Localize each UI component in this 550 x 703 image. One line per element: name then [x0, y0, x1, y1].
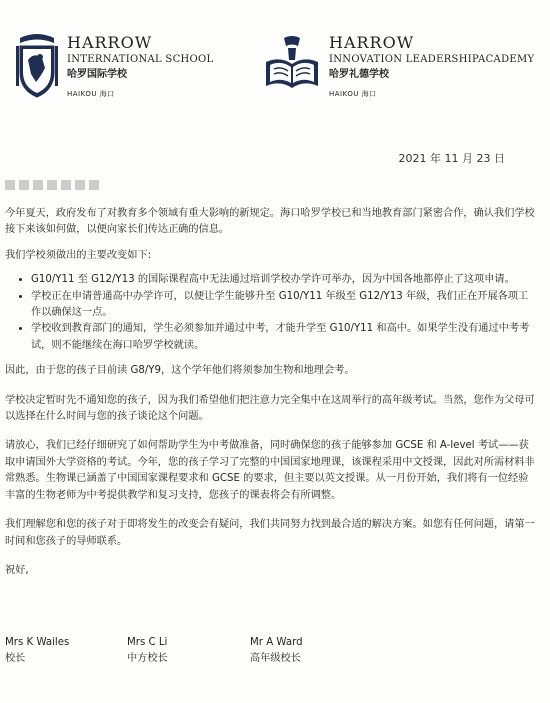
intro-paragraph: 今年夏天，政府发布了对教育多个领域有重大影响的新规定。海口哈罗学校已和当地教育部门紧密合作，确认我们学校接下来该如何做，以便向家长们传达正确的信息。 [5, 208, 535, 236]
list-item: • 学校正在申请普通高中办学许可，以便让学生能够升至 G10/Y11 年级至 G12/Y13 年级，我们正在开展各项工作以确保这一点。 [31, 289, 535, 322]
signatory-title: 高年级校长 [250, 653, 301, 664]
signature-principal [5, 635, 69, 667]
signatory-title: 校长 [5, 653, 26, 664]
letter-date: 2021 年 11 月 23 日 [398, 152, 505, 165]
harrow-international-logo [14, 30, 214, 100]
academy-subtitle: INNOVATION LEADERSHIPACADEMY [329, 54, 535, 65]
school-subtitle: INTERNATIONAL SCHOOL [67, 54, 214, 65]
closing-paragraph: 我们理解您和您的孩子对于即将发生的改变会有疑问，我们共同努力找到最合适的解决方案。如您有任何问题，请第一时间和您孩子的导师联系。 [5, 519, 535, 547]
sign-off: 祝好, [5, 564, 29, 576]
signatory-name: Mr A Ward [250, 637, 303, 648]
open-book-icon [262, 34, 322, 94]
letter-body [5, 206, 535, 579]
school-name-chinese: 哈罗国际学校 [67, 69, 127, 80]
school-city: HAIKOU 海口 [67, 90, 115, 98]
changes-list [5, 272, 535, 354]
list-item: • 学校收到教育部门的通知，学生必须参加并通过中考，才能升学至 G10/Y11 和高中。如果学生没有通过中考考试，则不能继续在海口哈罗学校就读。 [31, 321, 535, 354]
school-name: HARROW [67, 33, 153, 52]
academy-city: HAIKOU 海口 [329, 90, 377, 98]
changes-heading: 我们学校须做出的主要改变如下: [5, 249, 152, 261]
therefore-paragraph: 因此，由于您的孩子目前读 G8/Y9，这个学年他们将须参加生物和地理会考。 [5, 365, 355, 377]
redacted-recipient [5, 180, 99, 190]
decision-paragraph: 学校决定暂时先不通知您的孩子，因为我们希望他们把注意力完全集中在这周举行的高年级考试。当然，您作为父母可以选择在什么时间与您的孩子谈论这个问题。 [5, 394, 535, 423]
reassure-paragraph: 请放心，我们已经仔细研究了如何帮助学生为中考做准备，同时确保您的孩子能够参加 GCSE 和 A-level 考试——获取申请国外大学资格的考试。今年，您的孩子学习了完整的中国国家地理课，该课程采用中文授课，因此对所需材料非常熟悉。生物课已涵盖了中国国家课程要求和 GCSE 的要求，但主要以英文授课。从一月份开始，我们将有一位经验丰富的生物老师为中考提供教学和复习支持，您孩子的课表将会有所调整。 [5, 440, 535, 501]
signature-chinese-principal [127, 635, 168, 667]
signatory-title: 中方校长 [127, 653, 168, 664]
signature-senior-principal [250, 635, 303, 667]
academy-name-chinese: 哈罗礼德学校 [329, 69, 389, 80]
school-crest-icon [14, 30, 60, 100]
list-item: • G10/Y11 至 G12/Y13 的国际课程高中无法通过培训学校办学许可举办，因为中国各地都停止了这项申请。 [31, 272, 535, 288]
academy-name: HARROW [329, 33, 415, 52]
letterhead [0, 0, 550, 110]
signatory-name: Mrs K Wailes [5, 637, 70, 648]
harrow-innovation-logo [262, 30, 534, 99]
signatory-name: Mrs C Li [127, 637, 168, 648]
